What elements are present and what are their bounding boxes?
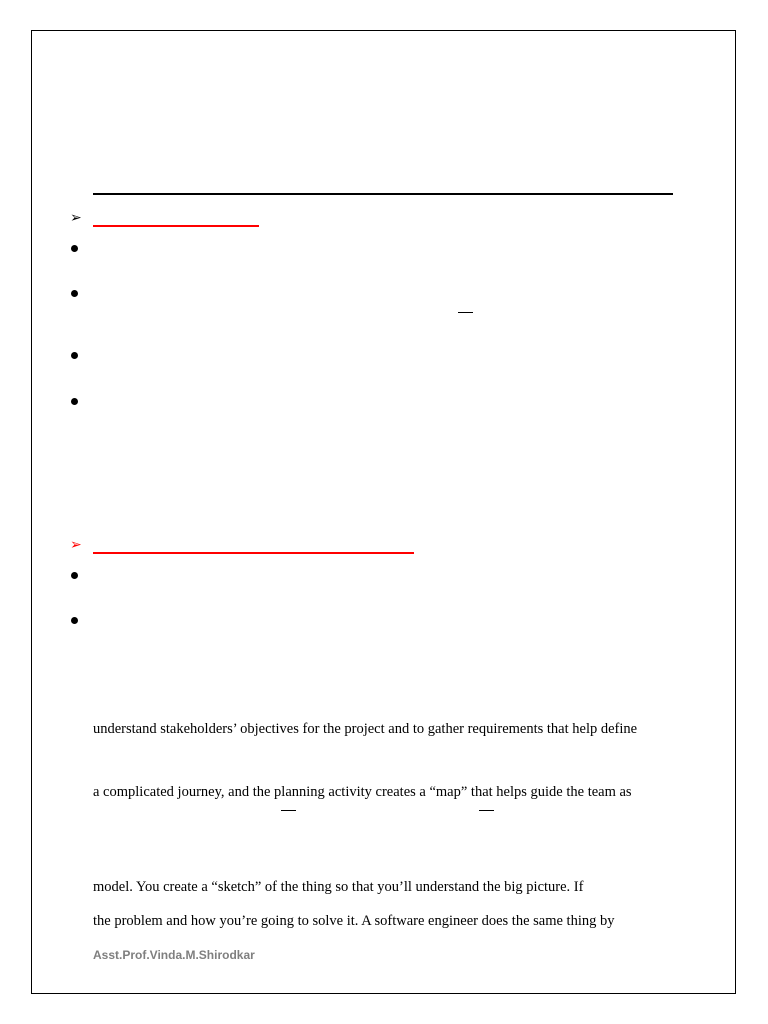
em-dash-mark	[458, 312, 473, 313]
em-dash-mark	[479, 810, 494, 811]
bullet-icon	[71, 398, 78, 405]
title-rule	[93, 193, 673, 195]
bullet-icon	[71, 617, 78, 624]
arrow-bullet-icon: ➢	[70, 537, 82, 553]
page-border	[31, 30, 736, 994]
em-dash-mark	[281, 810, 296, 811]
bullet-icon	[71, 572, 78, 579]
bullet-icon	[71, 245, 78, 252]
body-text-line: a complicated journey, and the planning activity creates a “map” that helps guide the team as	[93, 784, 632, 800]
body-text-line: the problem and how you’re going to solve it. A software engineer does the same thing by	[93, 913, 615, 929]
body-text-line: understand stakeholders’ objectives for the project and to gather requirements that help define	[93, 721, 638, 737]
bullet-icon	[71, 352, 78, 359]
section-heading-underline	[93, 225, 259, 227]
body-text-line: model. You create a “sketch” of the thing so that you’ll understand the big picture. If	[93, 879, 584, 895]
footer-author: Asst.Prof.Vinda.M.Shirodkar	[93, 948, 255, 962]
section-heading-underline	[93, 552, 414, 554]
arrow-bullet-icon: ➢	[70, 210, 82, 226]
bullet-icon	[71, 290, 78, 297]
